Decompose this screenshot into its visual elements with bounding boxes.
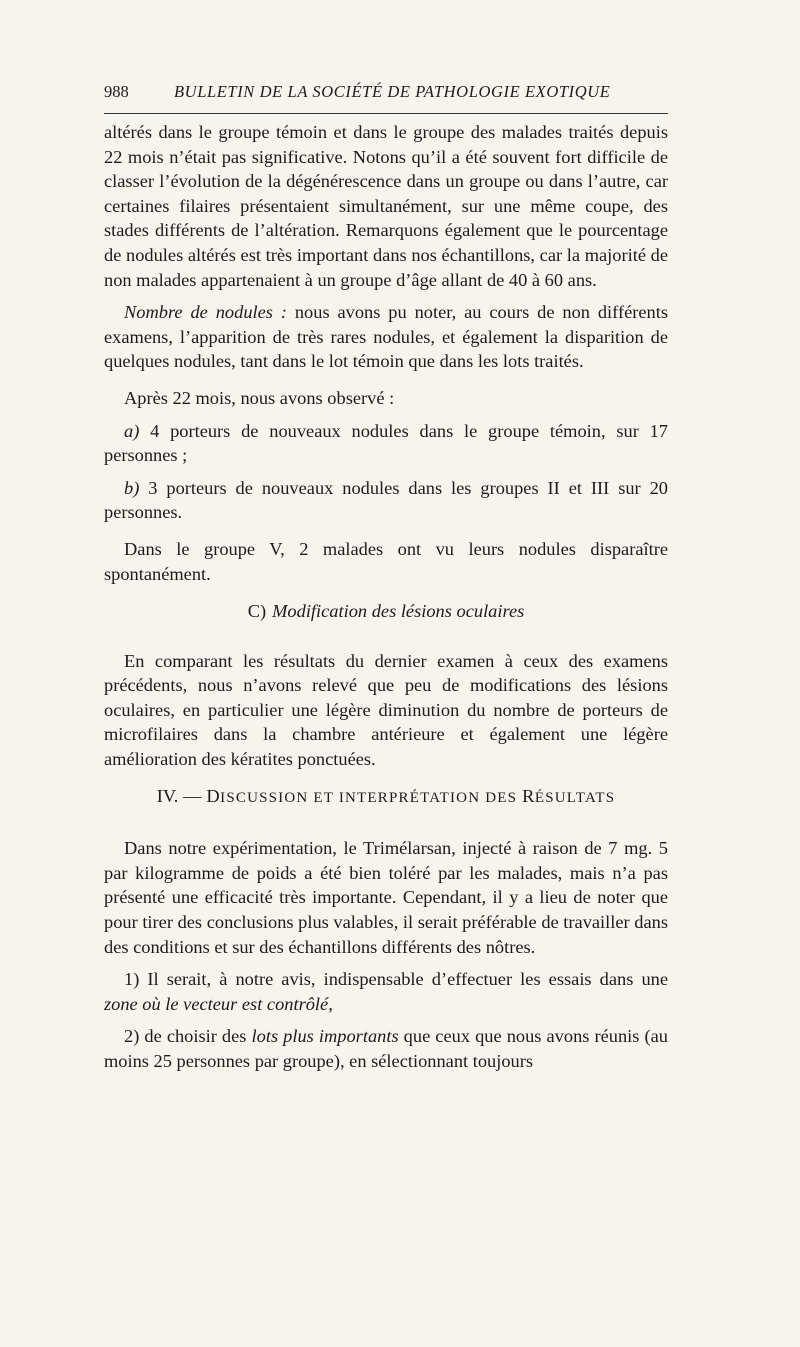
paragraph: Dans notre expérimentation, le Trimélarsan, injecté à raison de 7 mg. 5 par kilogramme de poids a été bien toléré par les malades, mais n’a pas présenté une efficacité très importante. Cependant, il y a lieu de noter que pour tirer des conclusions plus valables, il serait préférable de travailler dans des conditions et sur des échantillons différents des nôtres. xyxy=(104,838,668,957)
paragraph: En comparant les résultats du dernier examen à ceux des examens précédents, nous n’avons relevé que peu de modifications des lésions oculaires, en particulier une légère diminution du nombre de porteurs de microfilaires dans la chambre antérieure et également une légère amélioration des kératites ponctuées. xyxy=(104,650,668,770)
list-item xyxy=(104,419,668,468)
list-item xyxy=(104,476,668,525)
heading-word: DES xyxy=(485,789,518,806)
list-item xyxy=(104,1024,668,1073)
list-text: 2) de choisir des xyxy=(124,1026,252,1047)
running-header xyxy=(104,82,668,102)
list-label: a) xyxy=(124,420,140,441)
paragraph: Dans le groupe V, 2 malades ont vu leurs nodules disparaître spontanément. xyxy=(104,538,668,584)
page-number: 988 xyxy=(104,82,129,101)
journal-title: BULLETIN DE LA SOCIÉTÉ DE PATHOLOGIE EXOTIQUE xyxy=(174,82,611,101)
list-text: que ceux que nous avons réunis (au moins 25 personnes par groupe), en sélectionnant toujours xyxy=(104,1026,668,1071)
italic-lead: Nombre de nodules : xyxy=(124,302,287,323)
heading-word: ET xyxy=(313,789,334,806)
heading-word: ISCUSSION xyxy=(220,789,309,806)
section-label: C) xyxy=(247,601,267,622)
heading-word: ÉSULTATS xyxy=(534,789,616,806)
list-label: b) xyxy=(124,477,140,498)
section-number: IV. — xyxy=(156,785,202,806)
body-text xyxy=(104,120,668,1074)
list-item xyxy=(104,967,668,1016)
section-heading-iv xyxy=(104,784,668,811)
heading-initial: R xyxy=(522,785,535,806)
paragraph: altérés dans le groupe témoin et dans le groupe des malades traités depuis 22 mois n’était pas significative. Notons qu’il a été souvent fort difficile de classer l’évolution de la dégénérescence dans un groupe ou dans l’autre, car certaines filaires présentaient simultanément, sur une même coupe, des stades différents de l’altération. Remarquons également que le pourcentage de nodules altérés est très important dans nos échantillons, car la majorité de non malades appartenaient à un groupe d’âge allant de 40 à 60 ans. xyxy=(104,122,668,290)
paragraph xyxy=(104,300,668,374)
italic-phrase: zone où le vecteur est contrôlé, xyxy=(104,993,333,1014)
list-text: 3 porteurs de nouveaux nodules dans les groupes II et III sur 20 personnes. xyxy=(104,477,668,523)
heading-word: INTERPRÉTATION xyxy=(338,789,481,806)
section-heading-c xyxy=(104,599,668,624)
list-text: 1) Il serait, à notre avis, indispensable d’effectuer les essais dans une xyxy=(124,969,668,990)
paragraph-text: nous avons pu noter, au cours de non différents examens, l’apparition de très rares nodules, et également la disparition de quelques nodules, tant dans le lot témoin que dans les lots traités. xyxy=(104,302,668,372)
section-title: Modification des lésions oculaires xyxy=(272,601,525,622)
list-text: 4 porteurs de nouveaux nodules dans le groupe témoin, sur 17 personnes ; xyxy=(104,420,668,466)
header-rule xyxy=(104,113,668,114)
paragraph: Après 22 mois, nous avons observé : xyxy=(124,387,395,408)
italic-phrase: lots plus importants xyxy=(251,1026,399,1047)
heading-initial: D xyxy=(206,785,221,806)
